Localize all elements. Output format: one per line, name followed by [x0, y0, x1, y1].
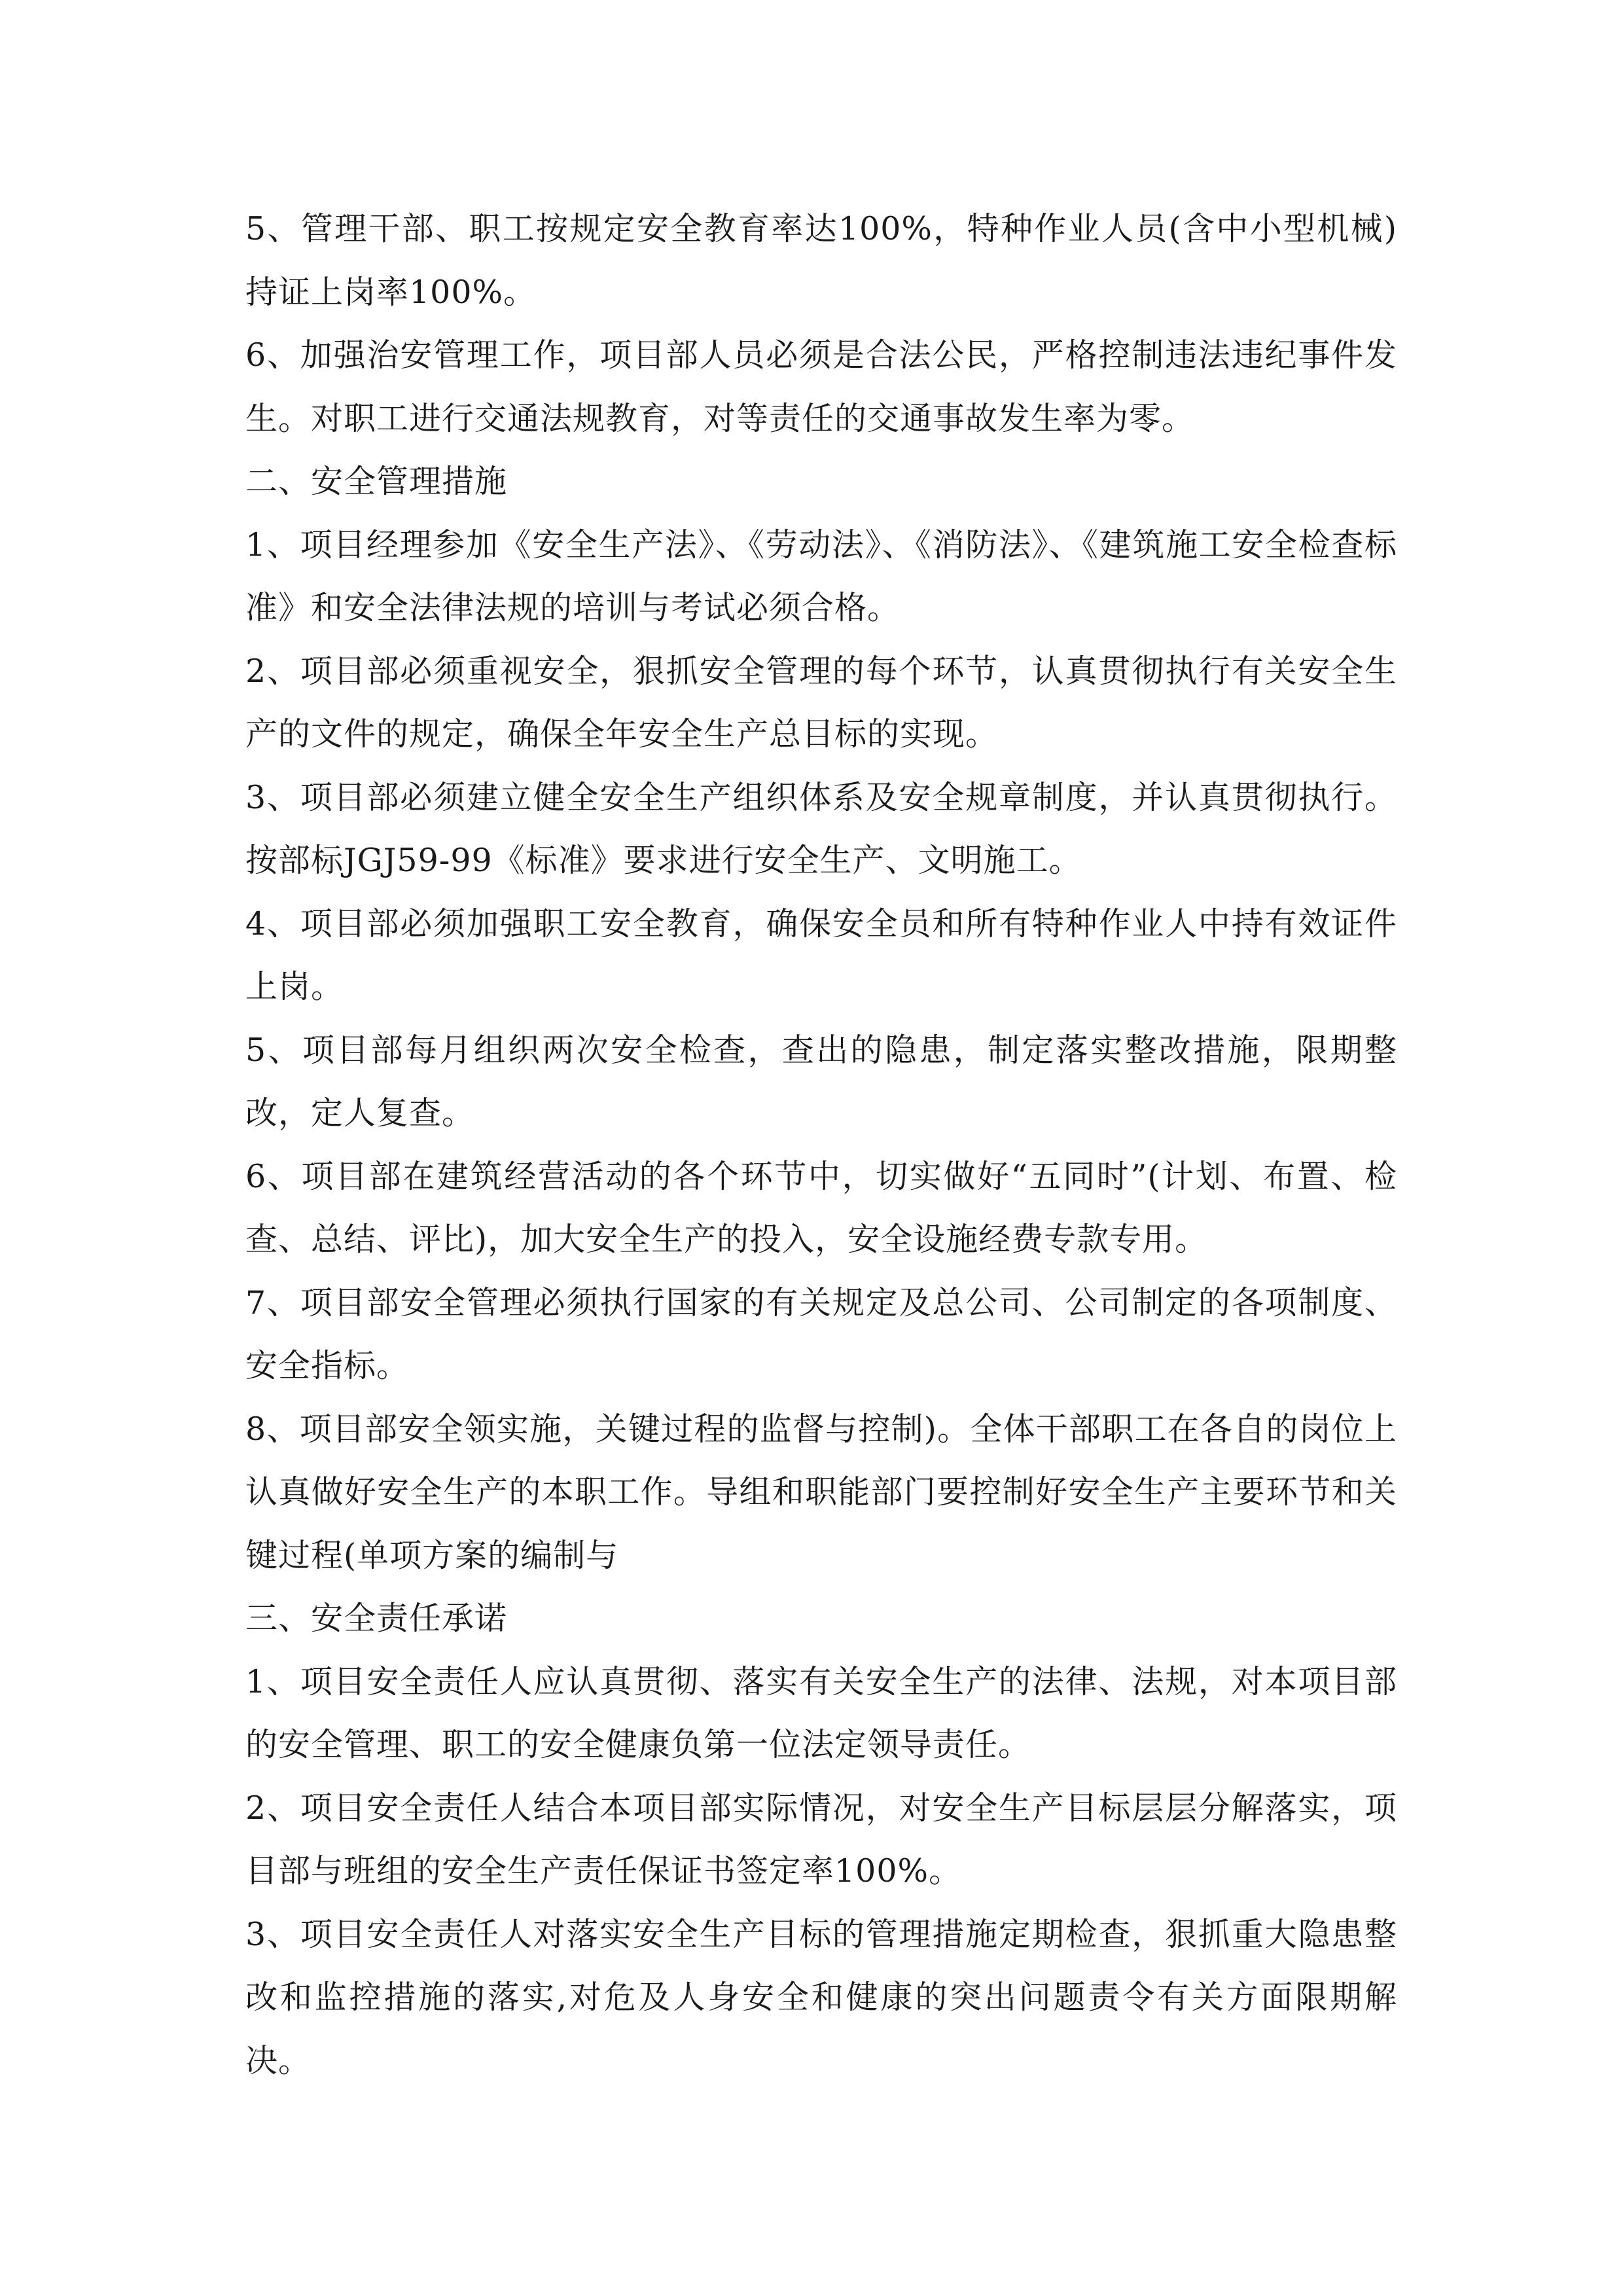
paragraph-commitment-2: 2、项目安全责任人结合本项目部实际情况，对安全生产目标层层分解落实，项目部与班组的安全生产责任保证书签定率100%。	[245, 1789, 1397, 1890]
paragraph-commitment-1: 1、项目安全责任人应认真贯彻、落实有关安全生产的法律、法规，对本项目部的安全管理、职工的安全健康负第一位法定领导责任。	[245, 1662, 1397, 1763]
paragraph-measure-3: 3、项目部必须建立健全安全生产组织体系及安全规章制度，并认真贯彻执行。按部标JGJ59-99《标准》要求进行安全生产、文明施工。	[245, 778, 1397, 879]
paragraph-measure-5: 5、项目部每月组织两次安全检查，查出的隐患，制定落实整改措施，限期整改，定人复查。	[245, 1031, 1397, 1132]
paragraph-goal-5: 5、管理干部、职工按规定安全教育率达100%，特种作业人员(含中小型机械)持证上岗率100%。	[245, 210, 1397, 311]
section-heading-safety-measures: 二、安全管理措施	[245, 463, 508, 500]
document-body	[245, 198, 1397, 2092]
paragraph-commitment-3: 3、项目安全责任人对落实安全生产目标的管理措施定期检查，狠抓重大隐患整改和监控措施的落实,对危及人身安全和健康的突出问题责令有关方面限期解决。	[245, 1915, 1397, 2079]
paragraph-goal-6: 6、加强治安管理工作，项目部人员必须是合法公民，严格控制违法违纪事件发生。对职工进行交通法规教育，对等责任的交通事故发生率为零。	[245, 336, 1397, 437]
paragraph-measure-4: 4、项目部必须加强职工安全教育，确保安全员和所有特种作业人中持有效证件上岗。	[245, 905, 1397, 1005]
paragraph-measure-6: 6、项目部在建筑经营活动的各个环节中，切实做好“五同时”(计划、布置、检查、总结、评比)，加大安全生产的投入，安全设施经费专款专用。	[245, 1157, 1397, 1258]
paragraph-measure-7: 7、项目部安全管理必须执行国家的有关规定及总公司、公司制定的各项制度、安全指标。	[245, 1283, 1397, 1384]
paragraph-measure-1: 1、项目经理参加《安全生产法》、《劳动法》、《消防法》、《建筑施工安全检查标准》和安全法律法规的培训与考试必须合格。	[245, 526, 1397, 626]
section-heading-responsibility: 三、安全责任承诺	[245, 1600, 508, 1637]
paragraph-measure-8: 8、项目部安全领实施，关键过程的监督与控制)。全体干部职工在各自的岗位上认真做好安全生产的本职工作。导组和职能部门要控制好安全生产主要环节和关键过程(单项方案的编制与	[245, 1410, 1397, 1574]
paragraph-measure-2: 2、项目部必须重视安全，狠抓安全管理的每个环节，认真贯彻执行有关安全生产的文件的规定，确保全年安全生产总目标的实现。	[245, 652, 1397, 753]
